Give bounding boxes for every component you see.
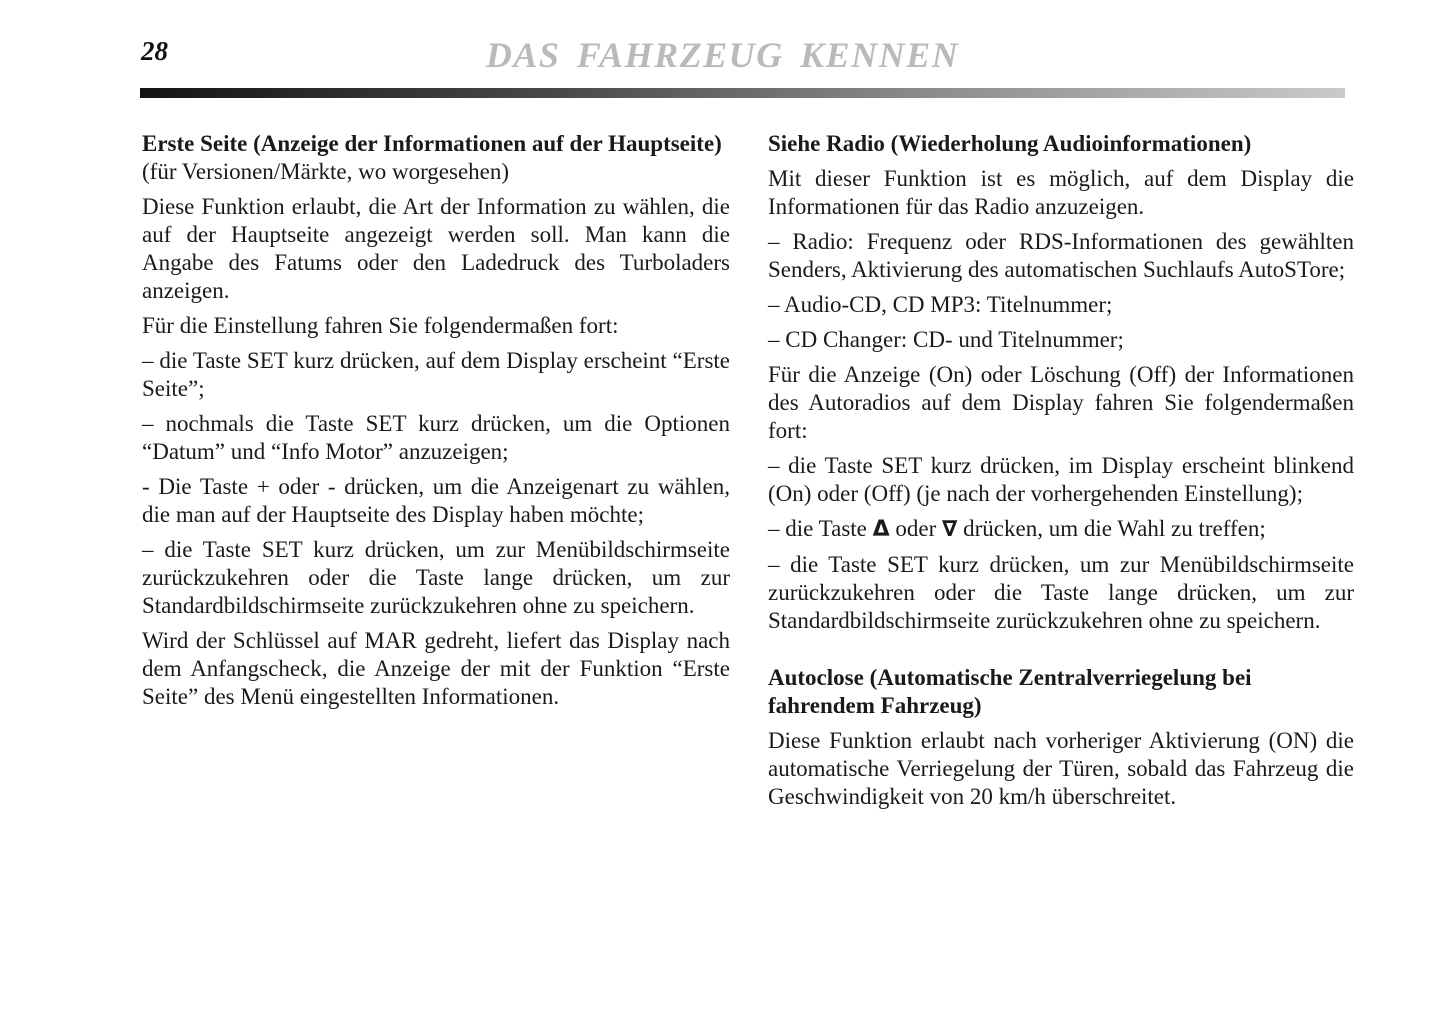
section-heading-erste-seite: Erste Seite (Anzeige der Informationen auf der Hauptseite) <box>142 131 722 156</box>
up-triangle-icon: Δ <box>872 517 890 542</box>
bullet-set-zurueck-radio: – die Taste SET kurz drücken, um zur Menübildschirmseite zurückzukehren oder die Taste lange drücken, um zur Standardbildschirmseite zurückzukehren ohne zu speichern. <box>768 552 1354 633</box>
para-schluessel-mar: Wird der Schlüssel auf MAR gedreht, liefert das Display nach dem Anfangscheck, die Anzeige der mit der Funktion “Erste Seite” des Menü eingestellten Informationen. <box>142 628 730 709</box>
page-number: 28 <box>141 36 168 66</box>
arrow-line-prefix: – die Taste <box>768 516 873 541</box>
section-heading-autoclose: Autoclose (Automatische Zentralverriegelung bei fahrendem Fahrzeug) <box>768 665 1252 718</box>
bullet-set-blinkend: – die Taste SET kurz drücken, im Display erscheint blinkend (On) oder (Off) (je nach der vorhergehenden Einstellung); <box>768 453 1354 506</box>
para-radio-intro: Mit dieser Funktion ist es möglich, auf dem Display die Informationen für das Radio anzuzeigen. <box>768 166 1354 219</box>
section-subheading-versions: (für Versionen/Märkte, wo worgesehen) <box>142 159 510 184</box>
bullet-audio-cd: – Audio-CD, CD MP3: Titelnummer; <box>768 292 1113 317</box>
para-anzeige-on-off: Für die Anzeige (On) oder Löschung (Off) der Informationen des Autoradios auf dem Display fahren Sie folgendermaßen fort: <box>768 362 1354 443</box>
bullet-set-kurz: – die Taste SET kurz drücken, auf dem Display erscheint “Erste Seite”; <box>142 348 730 401</box>
bullet-set-nochmals: – nochmals die Taste SET kurz drücken, um die Optionen “Datum” und “Info Motor” anzuzeigen; <box>142 411 730 464</box>
para-autoclose-body: Diese Funktion erlaubt nach vorheriger Aktivierung (ON) die automatische Verriegelung der Türen, sobald das Fahrzeug die Geschwindigkeit von 20 km/h überschreitet. <box>768 728 1354 809</box>
right-column <box>768 130 1354 811</box>
bullet-set-zurueck: – die Taste SET kurz drücken, um zur Menübildschirmseite zurückzukehren oder die Taste lange drücken, um zur Standardbildschirmseite zurückzukehren ohne zu speichern. <box>142 537 730 618</box>
bullet-cd-changer: – CD Changer: CD- und Titelnummer; <box>768 327 1124 352</box>
para-erste-seite-intro: Diese Funktion erlaubt, die Art der Information zu wählen, die auf der Hauptseite angezeigt werden soll. Man kann die Angabe des Fatums oder den Ladedruck des Turboladers anzeigen. <box>142 194 730 303</box>
chapter-title: DAS FAHRZEUG KENNEN <box>485 35 960 75</box>
arrow-line-suffix: drücken, um die Wahl zu treffen; <box>957 516 1266 541</box>
section-heading-siehe-radio: Siehe Radio (Wiederholung Audioinformationen) <box>768 131 1252 156</box>
para-einstellung-intro: Für die Einstellung fahren Sie folgendermaßen fort: <box>142 313 619 338</box>
bullet-radio-frequenz: – Radio: Frequenz oder RDS-Informationen des gewählten Senders, Aktivierung des automatischen Suchlaufs AutoSTore; <box>768 229 1354 282</box>
bullet-arrow-keys <box>768 515 1354 544</box>
arrow-line-middle: oder <box>889 516 943 541</box>
header-gradient-rule <box>140 88 1345 98</box>
down-triangle-icon: ∇ <box>942 517 958 542</box>
bullet-plus-minus: - Die Taste + oder - drücken, um die Anzeigenart zu wählen, die man auf der Hauptseite des Display haben möchte; <box>142 474 730 527</box>
left-column <box>142 130 730 711</box>
